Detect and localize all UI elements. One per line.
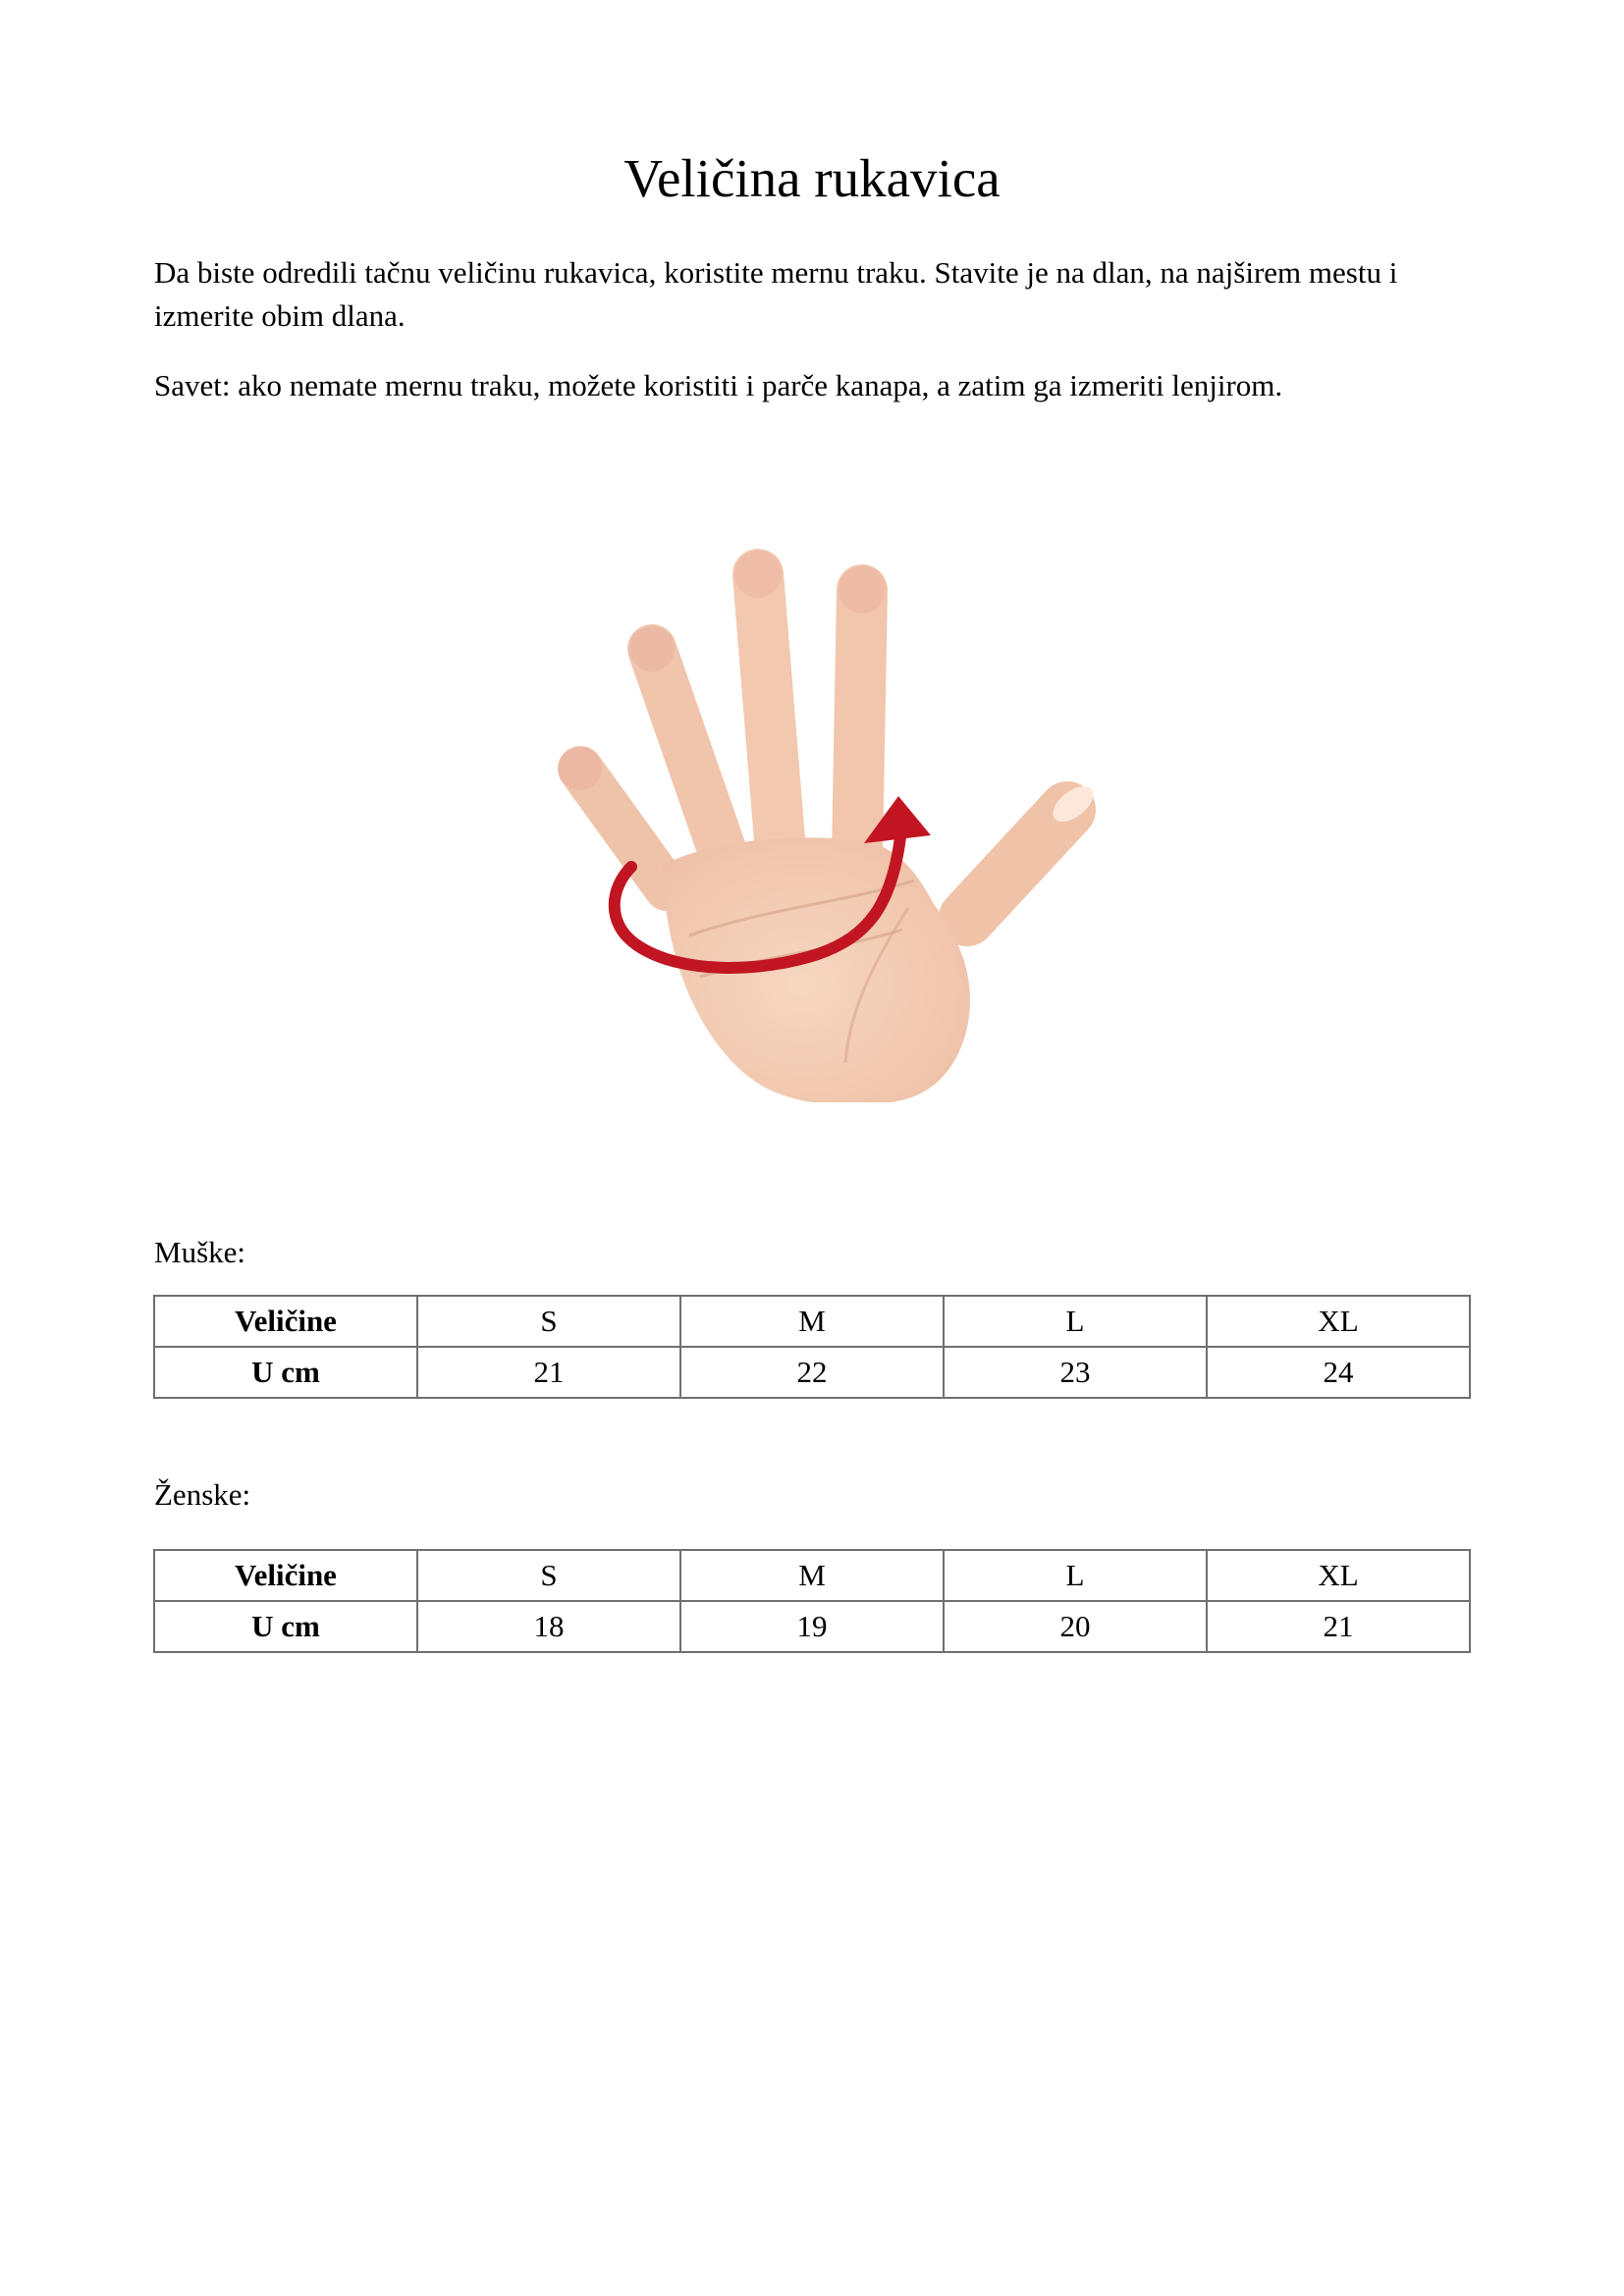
ring-finger <box>652 649 724 855</box>
men-value-xl: 24 <box>1207 1347 1470 1398</box>
women-header-xl: XL <box>1207 1550 1470 1601</box>
middle-finger <box>758 574 781 852</box>
women-value-xl: 21 <box>1207 1601 1470 1652</box>
middle-tip-shade <box>734 551 782 598</box>
men-value-m: 22 <box>680 1347 944 1398</box>
thumb <box>967 810 1067 918</box>
table-row <box>154 1347 1470 1398</box>
men-row-label: U cm <box>154 1347 417 1398</box>
men-sizes-table <box>153 1295 1471 1399</box>
hand-measurement-image <box>517 513 1107 1102</box>
men-header-s: S <box>417 1296 680 1347</box>
pinky-tip-shade <box>559 747 602 790</box>
table-row <box>154 1550 1470 1601</box>
women-header-m: M <box>680 1550 944 1601</box>
hand-shape <box>559 551 1100 1102</box>
women-value-m: 19 <box>680 1601 944 1652</box>
table-row <box>154 1601 1470 1652</box>
women-header-s: S <box>417 1550 680 1601</box>
women-header-l: L <box>944 1550 1207 1601</box>
intro-paragraph: Da biste odredili tačnu veličinu rukavica, koristite mernu traku. Stavite je na dlan, na najširem mestu i izmerite obim dlana. <box>154 255 1398 333</box>
men-header-m: M <box>680 1296 944 1347</box>
women-sizes-table <box>153 1549 1471 1653</box>
men-value-l: 23 <box>944 1347 1207 1398</box>
page-title: Veličina rukavica <box>623 148 1001 208</box>
section-label-women: Ženske: <box>154 1477 251 1512</box>
men-header-l: L <box>944 1296 1207 1347</box>
men-header-xl: XL <box>1207 1296 1470 1347</box>
women-header-sizes: Veličine <box>154 1550 417 1601</box>
ring-tip-shade <box>629 626 675 671</box>
men-value-s: 21 <box>417 1347 680 1398</box>
women-row-label: U cm <box>154 1601 417 1652</box>
section-label-men: Muške: <box>154 1235 245 1269</box>
index-finger <box>857 590 862 855</box>
women-value-l: 20 <box>944 1601 1207 1652</box>
men-header-sizes: Veličine <box>154 1296 417 1347</box>
index-tip-shade <box>839 566 886 614</box>
hand-measurement-illustration <box>517 513 1107 1102</box>
table-row <box>154 1296 1470 1347</box>
women-value-s: 18 <box>417 1601 680 1652</box>
tip-paragraph: Savet: ako nemate mernu traku, možete koristiti i parče kanapa, a zatim ga izmeriti lenjirom. <box>154 368 1283 402</box>
